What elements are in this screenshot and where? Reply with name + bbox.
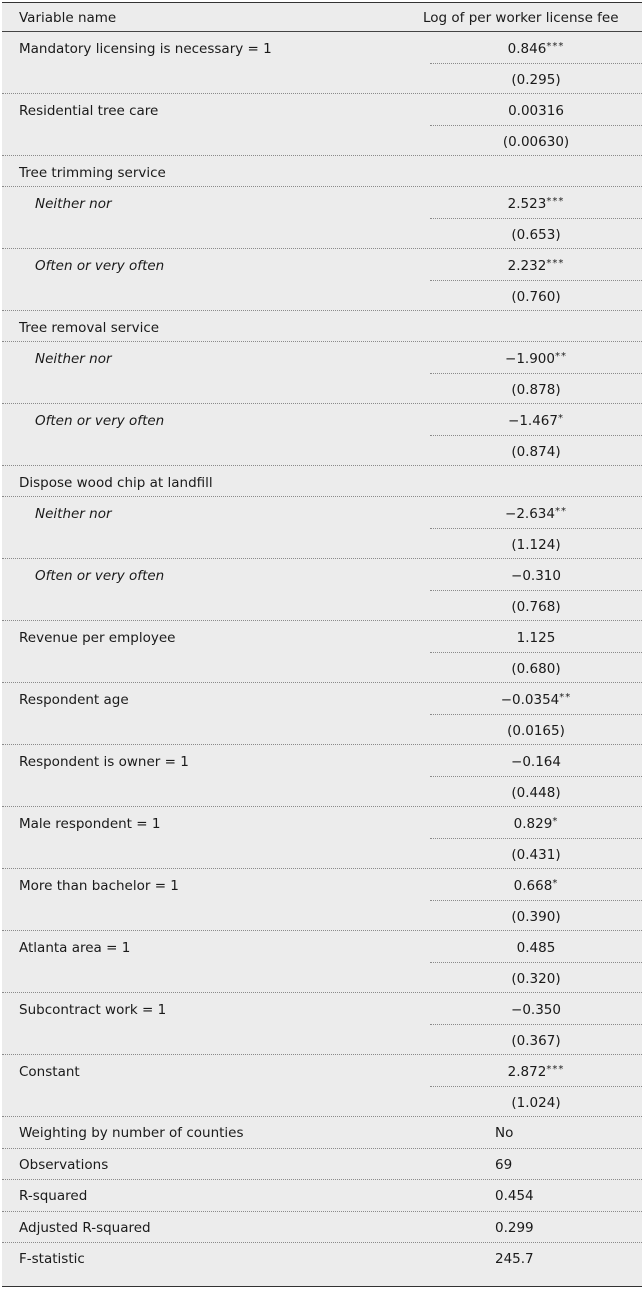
variable-label: Respondent is owner = 1 [19, 754, 189, 770]
statistic-value: 245.7 [495, 1251, 534, 1267]
table-row [2, 807, 642, 869]
cell-divider [430, 528, 642, 529]
table-row [2, 342, 642, 404]
standard-error: (0.653) [511, 227, 561, 243]
coefficient-cell [430, 816, 642, 832]
coefficient-cell [430, 568, 642, 584]
coefficient-cell [430, 1064, 642, 1080]
coefficient-value: −0.350 [511, 1002, 561, 1018]
coefficient-cell [430, 940, 642, 956]
cell-divider [430, 590, 642, 591]
cell-divider [430, 962, 642, 963]
variable-label: Atlanta area = 1 [19, 940, 131, 956]
column-header: Log of per worker license fee [423, 10, 619, 26]
cell-divider [430, 63, 642, 64]
table-row [2, 32, 642, 94]
coefficient-value: 1.125 [516, 630, 556, 646]
group-label: Tree trimming service [19, 165, 166, 181]
statistic-row [2, 1212, 642, 1244]
group-label: Tree removal service [19, 320, 160, 336]
coefficient-cell [430, 878, 642, 894]
variable-name-header: Variable name [19, 10, 117, 26]
significance-stars: ** [559, 692, 572, 703]
standard-error: (0.320) [511, 971, 561, 987]
cell-divider [430, 280, 642, 281]
standard-error: (0.874) [511, 444, 561, 460]
coefficient-value: −0.310 [511, 568, 561, 584]
standard-error: (0.768) [511, 599, 561, 615]
cell-divider [430, 714, 642, 715]
coefficient-cell [430, 103, 642, 119]
cell-divider [430, 373, 642, 374]
regression-table [2, 2, 642, 1287]
table-row [2, 187, 642, 249]
coefficient-value: −0.0354 [500, 692, 560, 708]
significance-stars: *** [546, 1064, 565, 1075]
group-header-row [2, 466, 642, 497]
cell-divider [430, 900, 642, 901]
standard-error: (1.024) [511, 1095, 561, 1111]
variable-label: Revenue per employee [19, 630, 176, 646]
coefficient-cell [430, 413, 642, 429]
group-header-row [2, 311, 642, 342]
coefficient-cell [430, 1002, 642, 1018]
table-row [2, 249, 642, 311]
table-row [2, 1055, 642, 1117]
significance-stars: ** [554, 351, 567, 362]
coefficient-value: −1.900 [505, 351, 555, 367]
table-row [2, 931, 642, 993]
statistic-row [2, 1149, 642, 1181]
statistic-row [2, 1180, 642, 1212]
variable-label: Respondent age [19, 692, 129, 708]
significance-stars: * [557, 413, 564, 424]
group-header-row [2, 156, 642, 187]
coefficient-value: −2.634 [505, 506, 555, 522]
coefficient-value: −1.467 [508, 413, 558, 429]
cell-divider [430, 776, 642, 777]
cell-divider [430, 1086, 642, 1087]
standard-error: (0.295) [511, 72, 561, 88]
statistic-label: F-statistic [19, 1251, 85, 1267]
coefficient-value: 0.00316 [508, 103, 564, 119]
significance-stars: * [552, 878, 559, 889]
statistic-value: 69 [495, 1156, 513, 1173]
cell-divider [430, 838, 642, 839]
table-header [2, 3, 642, 32]
standard-error: (0.448) [511, 785, 561, 801]
statistic-label: Observations [19, 1156, 109, 1173]
table-row [2, 404, 642, 466]
standard-error: (0.390) [511, 909, 561, 925]
cell-divider [430, 1024, 642, 1025]
standard-error: (0.00630) [502, 134, 570, 150]
statistic-label: Adjusted R-squared [19, 1219, 151, 1236]
standard-error: (0.760) [511, 289, 561, 305]
coefficient-value: 2.232 [507, 258, 547, 274]
significance-stars: * [552, 816, 559, 827]
variable-label: Often or very often [35, 568, 165, 584]
significance-stars: *** [546, 258, 565, 269]
variable-label: Constant [19, 1064, 80, 1080]
standard-error: (0.431) [511, 847, 561, 863]
table-row [2, 993, 642, 1055]
coefficient-cell [430, 258, 642, 274]
table-row [2, 94, 642, 156]
variable-label: Subcontract work = 1 [19, 1002, 167, 1018]
variable-label: Neither nor [35, 351, 112, 367]
table-row [2, 559, 642, 621]
table-row [2, 745, 642, 807]
table-row [2, 869, 642, 931]
statistic-value: No [495, 1125, 514, 1141]
significance-stars: ** [554, 506, 567, 517]
significance-stars: *** [546, 41, 565, 52]
standard-error: (0.878) [511, 382, 561, 398]
variable-label: Neither nor [35, 506, 112, 522]
coefficient-cell [430, 692, 642, 708]
standard-error: (0.680) [511, 661, 561, 677]
cell-divider [430, 218, 642, 219]
standard-error: (0.0165) [507, 723, 565, 739]
statistic-row [2, 1243, 642, 1275]
cell-divider [430, 125, 642, 126]
variable-label: More than bachelor = 1 [19, 878, 179, 894]
statistic-value: 0.454 [495, 1188, 534, 1204]
coefficient-value: 0.668 [513, 878, 553, 894]
statistic-label: R-squared [19, 1188, 88, 1204]
coefficient-cell [430, 196, 642, 212]
variable-label: Mandatory licensing is necessary = 1 [19, 41, 272, 57]
standard-error: (0.367) [511, 1033, 561, 1049]
significance-stars: *** [546, 196, 565, 207]
cell-divider [430, 435, 642, 436]
statistic-label: Weighting by number of counties [19, 1125, 244, 1141]
variable-label: Often or very often [35, 258, 165, 274]
table-row [2, 497, 642, 559]
standard-error: (1.124) [511, 537, 561, 553]
coefficient-value: 0.829 [513, 816, 553, 832]
variable-label: Often or very often [35, 413, 165, 429]
coefficient-cell [430, 41, 642, 57]
variable-label: Residential tree care [19, 103, 159, 119]
statistic-value: 0.299 [495, 1219, 534, 1236]
variable-label: Male respondent = 1 [19, 816, 161, 832]
coefficient-cell [430, 630, 642, 646]
variable-label: Neither nor [35, 196, 112, 212]
statistic-row [2, 1117, 642, 1149]
table-row [2, 683, 642, 745]
coefficient-value: 2.872 [507, 1064, 547, 1080]
coefficient-value: 0.846 [507, 41, 547, 57]
group-label: Dispose wood chip at landfill [19, 475, 213, 491]
coefficient-value: −0.164 [511, 754, 561, 770]
cell-divider [430, 652, 642, 653]
coefficient-value: 0.485 [516, 940, 556, 956]
coefficient-cell [430, 506, 642, 522]
coefficient-cell [430, 351, 642, 367]
coefficient-cell [430, 754, 642, 770]
coefficient-value: 2.523 [507, 196, 547, 212]
table-row [2, 621, 642, 683]
